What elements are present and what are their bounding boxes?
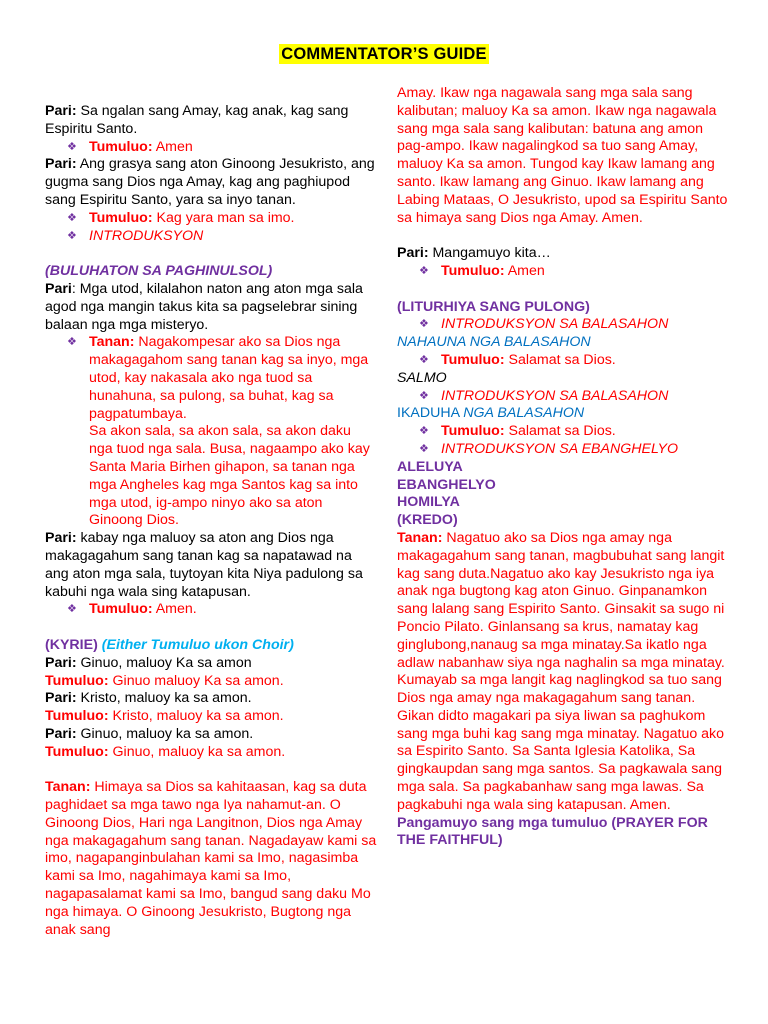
- line-text: Ginuo, maluoy ka sa amon.: [108, 743, 286, 760]
- bullet-line: [45, 210, 377, 228]
- reading-label-a: IKADUHA: [397, 405, 464, 422]
- section-heading: (LITURHIYA SANG PULONG): [397, 298, 590, 315]
- bullet-line: [397, 352, 732, 370]
- line-text: Kristo, maluoy ka sa amon.: [76, 690, 252, 707]
- credo-text: [397, 530, 732, 815]
- kyrie-line: [45, 708, 377, 726]
- diamond-bullet-icon: ❖: [419, 442, 429, 455]
- speaker-label: Tanan:: [89, 334, 135, 351]
- diamond-bullet-icon: ❖: [67, 140, 77, 153]
- line-pari-2: [45, 156, 377, 209]
- speaker-label: Tumuluo:: [45, 672, 109, 689]
- kyrie-heading: (KYRIE): [45, 636, 98, 653]
- speaker-label: Pari:: [45, 654, 77, 671]
- gloria-continued: Amay. Ikaw nga nagawala sang mga sala sang kalibutan; maluoy Ka sa amon. Ikaw nga nagawala sang mga sala sang kalibutan: batuna ang amon pag-ampo. Ikaw nagalingkod sa tuo sang Amay, maluoy Ka sa amon. Tungod kay Ikaw lamang ang santo. Ikaw lamang ang Ginuo. Ikaw lamang ang Labing Mataas, O Jesukristo, upod sa Espiritu Santo sa himaya sang Dios nga Amay. Amen.: [397, 85, 728, 226]
- speaker-label: Tumuluo:: [89, 601, 153, 618]
- speaker-label: Pari:: [45, 530, 77, 547]
- speaker-label: Pari:: [397, 245, 429, 262]
- diamond-bullet-icon: ❖: [419, 353, 429, 366]
- line-text: : Mga utod, kilalahon naton ang aton mga sala agod nga mangin takus kita sa pagselebrar sining balaan nga mga misteryo.: [45, 280, 363, 333]
- reading-label: [397, 405, 732, 423]
- speaker-label: Tumuluo:: [45, 708, 109, 725]
- line-text: Mangamuyo kita…: [428, 245, 551, 262]
- line-text: Amen: [504, 262, 545, 279]
- bullet-line: [45, 139, 377, 157]
- diamond-bullet-icon: ❖: [419, 264, 429, 277]
- section-heading: HOMILYA: [397, 494, 460, 511]
- bullet-line: [397, 388, 732, 406]
- diamond-bullet-icon: ❖: [67, 229, 77, 242]
- speaker-label: Tumuluo:: [89, 209, 153, 226]
- line-text: INTRODUKSYON SA BALASAHON: [441, 387, 669, 404]
- reading-label: NAHAUNA NGA BALASAHON: [397, 334, 591, 351]
- line-pari-1: [45, 103, 377, 139]
- kyrie-line: [45, 690, 377, 708]
- title-wrap: [0, 44, 768, 65]
- right-column: [397, 85, 732, 850]
- speaker-label: Pari:: [45, 156, 77, 173]
- line-text: Sa ngalan sang Amay, kag anak, kag sang Espiritu Santo.: [45, 103, 349, 137]
- kyrie-line: [45, 655, 377, 673]
- section-heading: (BULUHATON SA PAGHINULSOL): [45, 263, 273, 280]
- speaker-label: Pari:: [45, 103, 77, 119]
- speaker-label: Tumuluo:: [441, 423, 505, 440]
- line-text: INTRODUKSYON: [89, 227, 204, 244]
- line-pari-4: [45, 530, 377, 601]
- line-pari-5: [397, 245, 732, 263]
- speaker-label: Tanan:: [45, 779, 91, 796]
- section-heading-kyrie: [45, 637, 377, 655]
- bullet-line: [45, 601, 377, 619]
- bullet-line: [45, 334, 377, 423]
- speaker-label: Pari: [45, 280, 72, 297]
- line-text: Amen: [152, 138, 193, 155]
- line-text: Ang grasya sang aton Ginoong Jesukristo, ang gugma sang Dios nga Amay, kag ang paghiupod sang Espiritu Santo, yara sa inyo tanan.: [45, 156, 375, 208]
- bullet-line: [397, 423, 732, 441]
- kyrie-note: (Either Tumuluo ukon Choir): [97, 636, 294, 653]
- line-text: INTRODUKSYON SA EBANGHELYO: [441, 440, 679, 457]
- line-text: Kristo, maluoy ka sa amon.: [108, 708, 284, 725]
- bullet-line: [397, 316, 732, 334]
- speaker-label: Pari:: [45, 690, 77, 707]
- line-text: Kag yara man sa imo.: [152, 209, 295, 226]
- diamond-bullet-icon: ❖: [419, 389, 429, 402]
- line-text: INTRODUKSYON SA BALASAHON: [441, 316, 669, 333]
- line-pari-3: [45, 281, 377, 334]
- line-text: kabay nga maluoy sa aton ang Dios nga makagagahum sang tanan kag sa napatawad na ang aton mga sala, tuytoyan kita Niya padulong sa kabuhi nga wala sing katapusan.: [45, 530, 363, 600]
- diamond-bullet-icon: ❖: [67, 603, 77, 616]
- speaker-label: Tumuluo:: [441, 351, 505, 368]
- line-text: Ginuo, maluoy Ka sa amon: [76, 654, 252, 671]
- kyrie-line: [45, 673, 377, 691]
- salmo-label: SALMO: [397, 369, 447, 386]
- diamond-bullet-icon: ❖: [67, 211, 77, 224]
- diamond-bullet-icon: ❖: [419, 318, 429, 331]
- diamond-bullet-icon: ❖: [419, 425, 429, 438]
- bullet-line: [397, 263, 732, 281]
- line-text: Salamat sa Dios.: [504, 423, 616, 440]
- kyrie-line: [45, 726, 377, 744]
- section-heading: (KREDO): [397, 512, 458, 529]
- section-heading: EBANGHELYO: [397, 476, 496, 493]
- speaker-label: Tanan:: [397, 529, 443, 546]
- speaker-label: Pari:: [45, 725, 77, 742]
- speaker-label: Tumuluo:: [45, 743, 109, 760]
- bullet-line: [45, 228, 377, 246]
- line-text: Salamat sa Dios.: [504, 351, 616, 368]
- left-column: [45, 103, 377, 939]
- line-text: Himaya sa Dios sa kahitaasan, kag sa duta paghidaet sa mga tawo nga Iya nahamut-an. O Ginoong Dios, Hari nga Langitnon, Dios nga Amay nga makagagahum sang tanan. Nagadayaw kami sa imo, nagapanginbulahan kami sa Imo, nagasimba kami sa Imo, nagahimaya kami sa Imo, nagapasalamat kami sa Imo, bangud sang daku Mo nga himaya. O Ginoong Jesukristo, Bugtong nga anak sang: [45, 779, 377, 938]
- section-heading: Pangamuyo sang mga tumuluo (PRAYER FOR THE FAITHFUL): [397, 814, 708, 849]
- speaker-label: Tumuluo:: [89, 138, 153, 155]
- kyrie-line: [45, 744, 377, 762]
- reading-label-b: NGA BALASAHON: [463, 405, 585, 422]
- line-text: Ginuo maluoy Ka sa amon.: [108, 672, 284, 689]
- line-text: Ginuo, maluoy ka sa amon.: [76, 725, 254, 742]
- line-text: Nagatuo ako sa Dios nga amay nga makagagahum sang tanan, magbubuhat sang langit kag sang duta.Nagatuo ako kay Jesukristo nga iya anak nga bugtong kag aton Ginuo. Ginpanamkon sang lalang sang Espirito Santo. Ginsakit sa sugo ni Poncio Pilato. Ginlansang sa krus, namatay kag ginglubong,nanaug sa mga minatay.Sa ikatlo nga adlaw nabanhaw siya nga naghalin sa mga minatay. Kumayab sa mga langit kag naglingkod sa tuo sang Dios nga amay nga makagagahum sang tanan. Gikan didto magakari pa siya liwan sa paghukom sang mga buhi kag sang mga minatay. Nagatuo ako sa Espirito Santo. Sa Santa Iglesia Katolika, Sa gingkaupdan sang mga santos. Sa pagkawala sang mga sala. Sa pagkabanhaw sang mga lawas. Sa pagkabuhi nga wala sing katapusan. Amen.: [397, 529, 725, 813]
- page-title: COMMENTATOR’S GUIDE: [281, 45, 487, 63]
- bullet-line: [397, 441, 732, 459]
- line-text: Sa akon sala, sa akon sala, sa akon daku nga tuod nga sala. Busa, nagaampo ako kay Santa Maria Birhen gihapon, sa tanan nga mga Angheles kag mga Santos kag sa into mga utod, ig-ampo ninyo ako sa aton Ginoong Dios.: [89, 423, 370, 529]
- line-text: Nagakompesar ako sa Dios nga makagagahom sang tanan kag sa inyo, mga utod, kay nakasala ako nga tuod sa hunahuna, sa pulong, sa buhat, kag sa pagpatumbaya.: [89, 334, 369, 422]
- section-heading: ALELUYA: [397, 458, 463, 475]
- line-text: Amen.: [152, 601, 197, 618]
- diamond-bullet-icon: ❖: [67, 336, 77, 349]
- speaker-label: Tumuluo:: [441, 262, 505, 279]
- gloria-text: [45, 779, 377, 939]
